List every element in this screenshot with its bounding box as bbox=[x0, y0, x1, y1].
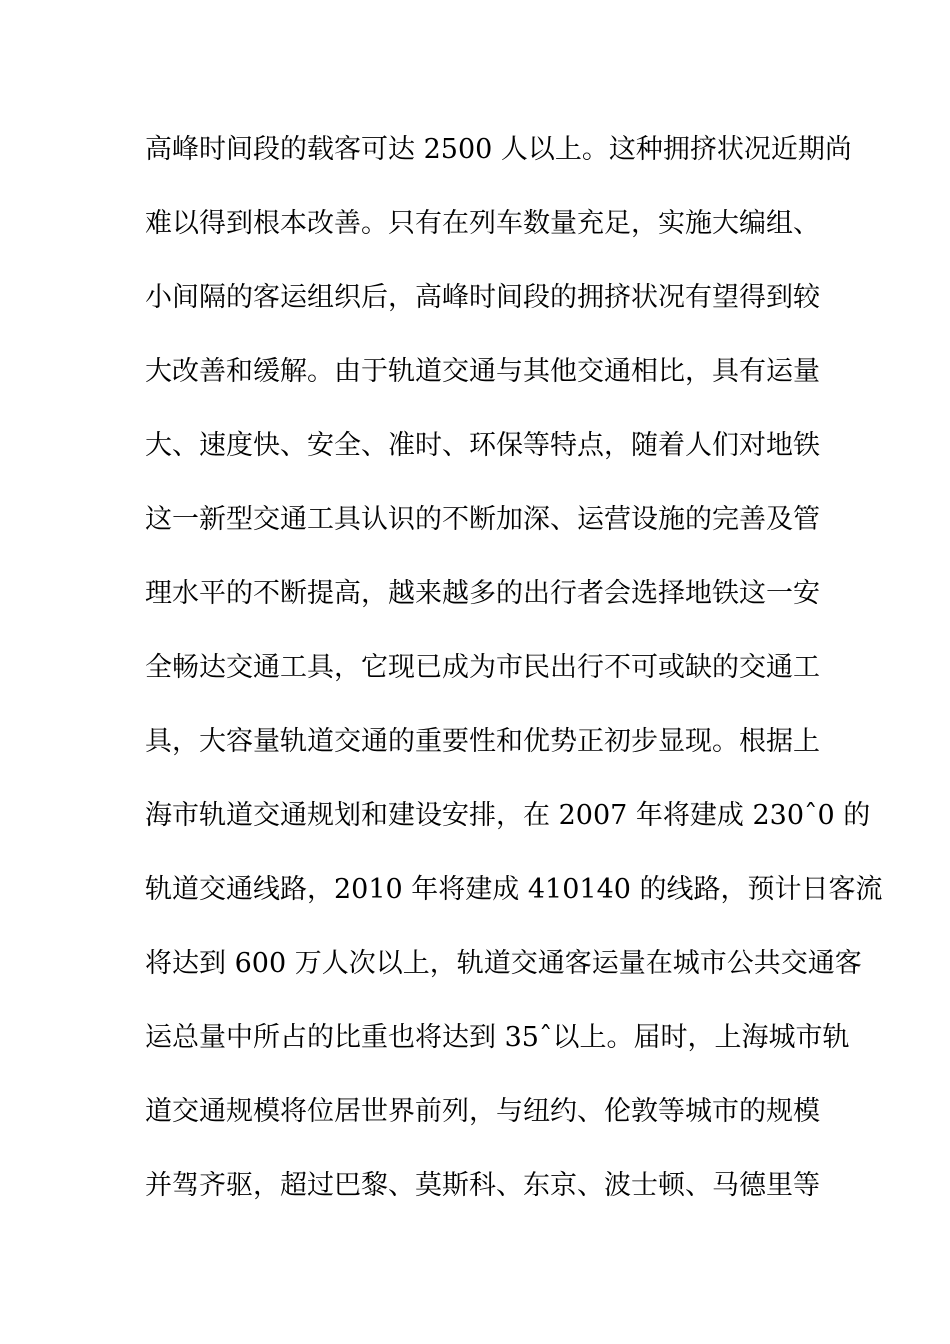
text-line: 全畅达交通工具，它现已成为市民出行不可或缺的交通工 bbox=[145, 652, 820, 683]
text-line: 高峰时间段的载客可达 2500 人以上。这种拥挤状况近期尚 bbox=[145, 134, 852, 165]
text-line: 大、速度快、安全、准时、环保等特点，随着人们对地铁 bbox=[145, 430, 820, 461]
text-line: 将达到 600 万人次以上，轨道交通客运量在城市公共交通客 bbox=[145, 948, 862, 979]
text-line: 理水平的不断提高，越来越多的出行者会选择地铁这一安 bbox=[145, 578, 820, 609]
text-line: 难以得到根本改善。只有在列车数量充足，实施大编组、 bbox=[145, 208, 820, 239]
text-line: 道交通规模将位居世界前列，与纽约、伦敦等城市的规模 bbox=[145, 1096, 820, 1127]
text-line: 轨道交通线路，2010 年将建成 410140 的线路，预计日客流 bbox=[145, 874, 883, 905]
text-line: 具，大容量轨道交通的重要性和优势正初步显现。根据上 bbox=[145, 726, 820, 757]
body-paragraph bbox=[145, 128, 883, 1238]
text-line: 这一新型交通工具认识的不断加深、运营设施的完善及管 bbox=[145, 504, 820, 535]
text-line: 运总量中所占的比重也将达到 35ˆ以上。届时，上海城市轨 bbox=[145, 1022, 850, 1053]
text-line: 海市轨道交通规划和建设安排，在 2007 年将建成 230ˆ0 的 bbox=[145, 800, 871, 831]
text-line: 并驾齐驱，超过巴黎、莫斯科、东京、波士顿、马德里等 bbox=[145, 1170, 820, 1201]
text-line: 小间隔的客运组织后，高峰时间段的拥挤状况有望得到较 bbox=[145, 282, 820, 313]
text-line: 大改善和缓解。由于轨道交通与其他交通相比，具有运量 bbox=[145, 356, 820, 387]
